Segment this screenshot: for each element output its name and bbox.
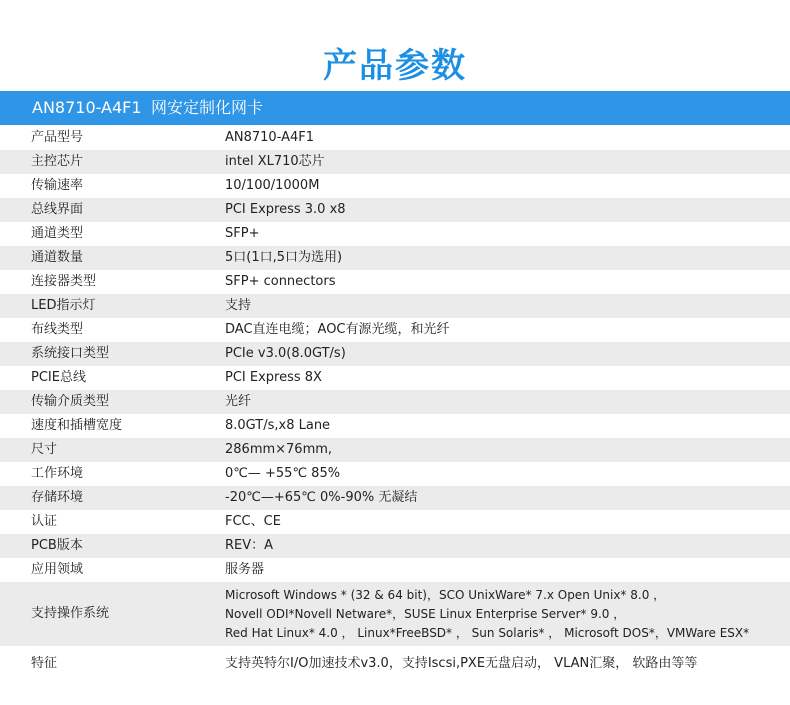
os-support-line: Red Hat Linux* 4.0 ， Linux*FreeBSD* ， Sun Solaris* ， Microsoft DOS*，VMWare ESX*	[225, 626, 750, 640]
spec-row	[0, 246, 790, 270]
spec-value: 0℃— +55℃ 85%	[225, 466, 341, 481]
spec-value: 支持	[225, 298, 252, 313]
spec-label: 工作环境	[31, 466, 84, 481]
spec-value: FCC、CE	[225, 514, 281, 529]
product-name: 网安定制化网卡	[151, 98, 264, 117]
os-support-label: 支持操作系统	[31, 606, 110, 621]
os-support-value	[225, 586, 749, 643]
spec-label: 传输介质类型	[31, 394, 110, 409]
product-header-bar	[0, 91, 790, 125]
spec-label: 应用领域	[31, 562, 84, 577]
spec-value: DAC直连电缆；AOC有源光缆，和光纤	[225, 322, 450, 337]
spec-value: intel XL710芯片	[225, 154, 325, 169]
spec-row	[0, 294, 790, 318]
spec-row	[0, 222, 790, 246]
page-title: 产品参数	[323, 46, 467, 86]
os-support-line: Microsoft Windows * (32 & 64 bit)，SCO UnixWare* 7.x Open Unix* 8.0 ，	[225, 588, 666, 602]
spec-value: -20℃—+65℃ 0%-90% 无凝结	[225, 490, 418, 505]
spec-label: 总线界面	[31, 202, 84, 217]
spec-label: LED指示灯	[31, 298, 96, 313]
spec-label: PCIE总线	[31, 370, 86, 385]
spec-value: 286mm×76mm,	[225, 442, 333, 457]
features-label: 特征	[31, 656, 58, 671]
spec-row	[0, 366, 790, 390]
os-support-line: Novell ODI*Novell Netware*，SUSE Linux Enterprise Server* 9.0 ，	[225, 607, 626, 621]
spec-value: SFP+ connectors	[225, 274, 336, 289]
spec-label: 系统接口类型	[31, 346, 110, 361]
spec-value: PCIe v3.0(8.0GT/s)	[225, 346, 346, 361]
spec-value: 5口(1口,5口为选用)	[225, 250, 343, 265]
spec-row	[0, 414, 790, 438]
spec-value: 服务器	[225, 562, 265, 577]
spec-row	[0, 486, 790, 510]
spec-label: 认证	[31, 514, 58, 529]
spec-label: 速度和插槽宽度	[31, 418, 123, 433]
spec-row	[0, 390, 790, 414]
spec-value: PCI Express 8X	[225, 370, 322, 385]
spec-label: 主控芯片	[31, 154, 84, 169]
spec-table	[0, 126, 790, 682]
spec-value: 光纤	[225, 394, 252, 409]
spec-value: 8.0GT/s,x8 Lane	[225, 418, 331, 433]
spec-label: 产品型号	[31, 130, 84, 145]
spec-value: 10/100/1000M	[225, 178, 320, 193]
spec-row	[0, 462, 790, 486]
spec-row	[0, 438, 790, 462]
spec-label: 存储环境	[31, 490, 84, 505]
spec-label: 通道类型	[31, 226, 84, 241]
spec-row	[0, 126, 790, 150]
os-support-row	[0, 582, 790, 646]
spec-value: SFP+	[225, 226, 260, 241]
spec-value: PCI Express 3.0 x8	[225, 202, 346, 217]
spec-row	[0, 558, 790, 582]
spec-label: PCB版本	[31, 538, 83, 553]
spec-row	[0, 174, 790, 198]
spec-row	[0, 270, 790, 294]
spec-row	[0, 318, 790, 342]
features-value: 支持英特尔I/O加速技术v3.0，支持Iscsi,PXE无盘启动， VLAN汇聚， 软路由等等	[225, 656, 698, 671]
features-row	[0, 646, 790, 682]
spec-row	[0, 150, 790, 174]
spec-label: 布线类型	[31, 322, 84, 337]
spec-label: 尺寸	[31, 442, 58, 457]
spec-row	[0, 510, 790, 534]
spec-label: 连接器类型	[31, 274, 97, 289]
spec-row	[0, 342, 790, 366]
product-model: AN8710-A4F1	[32, 98, 142, 117]
spec-row	[0, 534, 790, 558]
spec-label: 通道数量	[31, 250, 84, 265]
spec-value: REV：A	[225, 538, 274, 553]
spec-value: AN8710-A4F1	[225, 130, 315, 145]
spec-label: 传输速率	[31, 178, 84, 193]
spec-row	[0, 198, 790, 222]
